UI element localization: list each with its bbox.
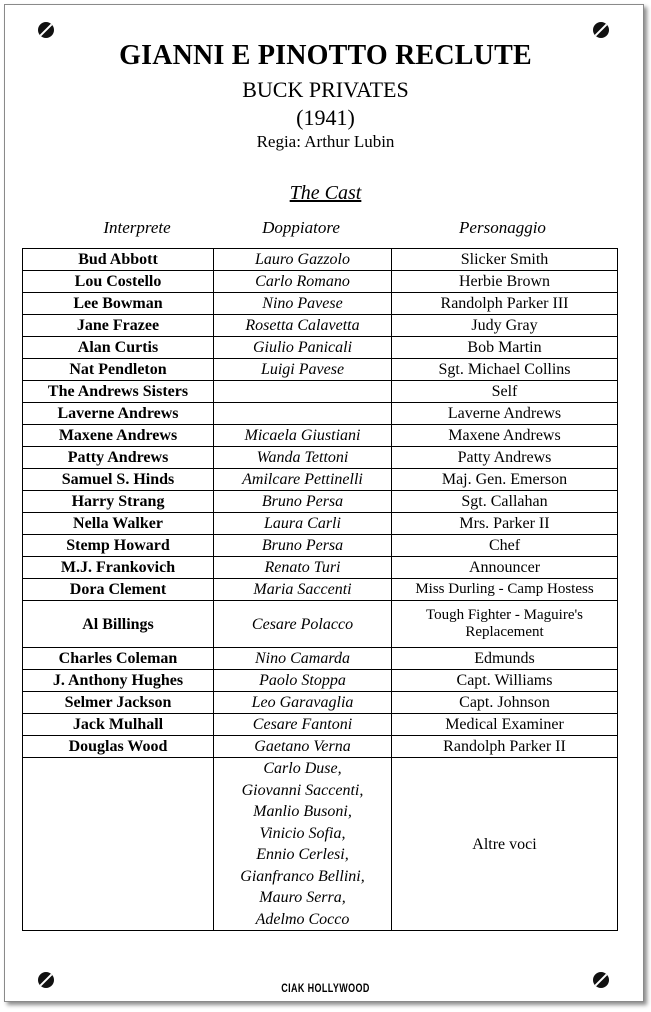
cell-dubber: Bruno Persa: [214, 535, 392, 557]
cell-character: Mrs. Parker II: [392, 513, 618, 535]
cell-actor: Patty Andrews: [23, 447, 214, 469]
screw-hole-icon: [38, 22, 54, 38]
cell-dubber: Maria Saccenti: [214, 579, 392, 601]
cell-dubber: [214, 381, 392, 403]
table-row: [23, 513, 618, 535]
table-row: [23, 425, 618, 447]
screw-hole-icon: [593, 22, 609, 38]
column-header-actor: Interprete: [103, 218, 171, 237]
cell-character: Chef: [392, 535, 618, 557]
cell-dubber: Micaela Giustiani: [214, 425, 392, 447]
cell-actor: Nella Walker: [23, 513, 214, 535]
cast-table-body: [23, 249, 618, 931]
cell-dubber: Nino Pavese: [214, 293, 392, 315]
cell-character: Herbie Brown: [392, 271, 618, 293]
table-row: [23, 714, 618, 736]
table-row: [23, 359, 618, 381]
cell-dubber: Renato Turi: [214, 557, 392, 579]
cell-dubber: Carlo Romano: [214, 271, 392, 293]
cell-dubber: Nino Camarda: [214, 648, 392, 670]
cell-character: Capt. Williams: [392, 670, 618, 692]
table-row: [23, 692, 618, 714]
cell-dubber: Luigi Pavese: [214, 359, 392, 381]
cell-actor: Maxene Andrews: [23, 425, 214, 447]
dubber-name: Carlo Duse,: [263, 760, 342, 777]
cell-dubber: Gaetano Verna: [214, 736, 392, 758]
cell-actor: Laverne Andrews: [23, 403, 214, 425]
cell-actor: Harry Strang: [23, 491, 214, 513]
director-credit: Regia: Arthur Lubin: [256, 132, 395, 151]
cell-character: Laverne Andrews: [392, 403, 618, 425]
table-row: [23, 293, 618, 315]
dubber-name: Giovanni Saccenti,: [241, 781, 364, 799]
cell-character: Patty Andrews: [392, 447, 618, 469]
cell-actor: Jack Mulhall: [23, 714, 214, 736]
cell-dubber-list: [214, 758, 392, 931]
table-row: [23, 315, 618, 337]
dubber-name: Adelmo Cocco: [255, 910, 350, 928]
cell-actor: Stemp Howard: [23, 535, 214, 557]
cell-actor: Douglas Wood: [23, 736, 214, 758]
table-row: [23, 579, 618, 601]
table-row-other-voices: [23, 758, 618, 931]
cell-character: Slicker Smith: [392, 249, 618, 271]
table-row: [23, 447, 618, 469]
screw-hole-icon: [38, 972, 54, 988]
cell-character: Maxene Andrews: [392, 425, 618, 447]
cell-character: Randolph Parker III: [392, 293, 618, 315]
cell-actor: Selmer Jackson: [23, 692, 214, 714]
cell-dubber: [214, 403, 392, 425]
table-row: [23, 736, 618, 758]
table-row: [23, 271, 618, 293]
cell-character: Judy Gray: [392, 315, 618, 337]
cell-character: Self: [392, 381, 618, 403]
cell-character: Altre voci: [392, 758, 618, 931]
cell-character: Sgt. Callahan: [392, 491, 618, 513]
cell-dubber: Leo Garavaglia: [214, 692, 392, 714]
cell-dubber: Bruno Persa: [214, 491, 392, 513]
table-row: [23, 491, 618, 513]
table-row: [23, 249, 618, 271]
cell-dubber: Rosetta Calavetta: [214, 315, 392, 337]
cell-character: Sgt. Michael Collins: [392, 359, 618, 381]
original-title: BUCK PRIVATES: [242, 77, 409, 102]
footer-logo: CIAK HOLLYWOOD: [281, 981, 370, 995]
cell-character: Randolph Parker II: [392, 736, 618, 758]
cast-table: [22, 248, 618, 931]
cell-actor: Lou Costello: [23, 271, 214, 293]
cell-actor: Nat Pendleton: [23, 359, 214, 381]
cell-dubber: Cesare Polacco: [214, 601, 392, 648]
cell-actor: J. Anthony Hughes: [23, 670, 214, 692]
cell-character: Miss Durling - Camp Hostess: [392, 579, 618, 601]
cell-actor: Bud Abbott: [23, 249, 214, 271]
cell-dubber: Wanda Tettoni: [214, 447, 392, 469]
cell-character: Capt. Johnson: [392, 692, 618, 714]
dubber-name: Ennio Cerlesi,: [256, 846, 349, 863]
column-header-dubber: Doppiatore: [262, 218, 340, 237]
cell-character: Edmunds: [392, 648, 618, 670]
table-row: [23, 670, 618, 692]
cell-actor: Dora Clement: [23, 579, 214, 601]
cell-actor: Alan Curtis: [23, 337, 214, 359]
table-row: [23, 403, 618, 425]
table-row: [23, 648, 618, 670]
page-title: GIANNI E PINOTTO RECLUTE: [119, 40, 532, 71]
cell-dubber: Giulio Panicali: [214, 337, 392, 359]
table-row: [23, 337, 618, 359]
cell-actor: Samuel S. Hinds: [23, 469, 214, 491]
cell-actor: Jane Frazee: [23, 315, 214, 337]
dubber-name: Gianfranco Bellini,: [240, 867, 365, 885]
cell-dubber: Amilcare Pettinelli: [214, 469, 392, 491]
dubber-name: Manlio Busoni,: [253, 803, 352, 820]
column-header-character: Personaggio: [459, 218, 546, 237]
dubber-name: Mauro Serra,: [259, 889, 346, 906]
cell-actor: Lee Bowman: [23, 293, 214, 315]
cell-actor: M.J. Frankovich: [23, 557, 214, 579]
cell-dubber: Lauro Gazzolo: [214, 249, 392, 271]
release-year: (1941): [296, 105, 355, 130]
section-title: The Cast: [289, 182, 362, 204]
cell-actor: [23, 758, 214, 931]
cell-character: Tough Fighter - Maguire's Replacement: [392, 601, 618, 648]
screw-hole-icon: [593, 972, 609, 988]
table-row: [23, 381, 618, 403]
cell-dubber: Paolo Stoppa: [214, 670, 392, 692]
cell-character: Bob Martin: [392, 337, 618, 359]
cell-actor: The Andrews Sisters: [23, 381, 214, 403]
cell-actor: Charles Coleman: [23, 648, 214, 670]
dubber-name: Vinicio Sofia,: [259, 824, 346, 842]
cell-character: Medical Examiner: [392, 714, 618, 736]
cell-actor: Al Billings: [23, 601, 214, 648]
table-row: [23, 469, 618, 491]
table-row: [23, 601, 618, 648]
cell-dubber: Laura Carli: [214, 513, 392, 535]
cell-character: Maj. Gen. Emerson: [392, 469, 618, 491]
table-row: [23, 557, 618, 579]
table-row: [23, 535, 618, 557]
cell-dubber: Cesare Fantoni: [214, 714, 392, 736]
cell-character: Announcer: [392, 557, 618, 579]
